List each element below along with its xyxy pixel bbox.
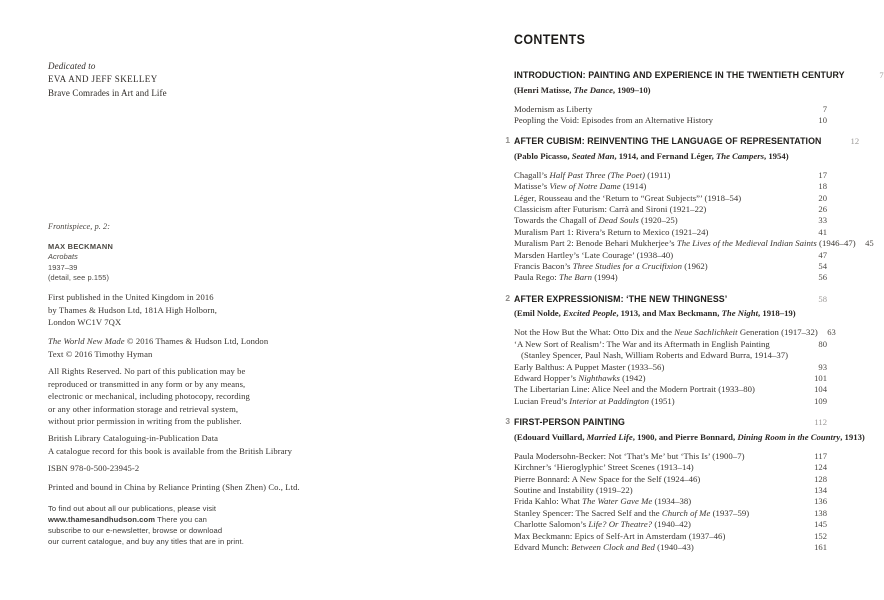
toc-entry-page: 152 xyxy=(814,530,827,541)
text-segment: Marsden Hartley’s ‘Late Courage’ (1938–40) xyxy=(514,249,674,260)
caption-detail: (detail, see p.155) xyxy=(48,273,110,283)
toc-entry-title xyxy=(514,272,618,283)
toc-section-subtitle xyxy=(514,151,827,162)
text-segment: (Pablo Picasso, xyxy=(514,150,572,161)
toc-entry-page: 33 xyxy=(818,215,827,226)
toc-entries xyxy=(514,451,827,554)
text-segment: (Emil Nolde, xyxy=(514,308,563,319)
text-segment: There you can xyxy=(155,515,207,524)
text-segment: Neue Sachlichkeit xyxy=(674,327,738,338)
text-segment: Frida Kahlo: What xyxy=(514,496,583,507)
rights-block xyxy=(48,365,250,428)
text-segment: , 1913, and Max Beckmann, xyxy=(616,308,722,319)
toc-entry xyxy=(514,508,827,519)
copyright-line xyxy=(48,335,268,348)
toc-entry xyxy=(514,215,827,226)
text-segment: The World New Made xyxy=(48,336,125,346)
text-segment: (1940–42) xyxy=(652,519,691,530)
toc-entry-page: 101 xyxy=(814,373,827,383)
text-segment: (1934–38) xyxy=(652,496,692,507)
text-segment: The Barn xyxy=(559,272,592,283)
toc-entry-title xyxy=(514,384,755,395)
text-segment: Paula Rego: xyxy=(514,272,559,283)
toc-entry-page: 136 xyxy=(814,496,827,507)
toc-entry-title xyxy=(514,531,725,542)
toc-entry-page: 80 xyxy=(818,338,827,349)
toc-entry-title xyxy=(514,227,708,238)
text-segment: Muralism Part 2: Benode Behari Mukherjee’s xyxy=(514,238,677,249)
toc-entry xyxy=(514,531,827,542)
text-segment: Léger, Rousseau and the ‘Return to “Great Subjects”’ (1918–54) xyxy=(514,192,742,203)
toc-entry-title xyxy=(514,519,691,530)
text-segment: Muralism Part 1: Rivera’s Return to Mexico (1921–24) xyxy=(514,226,709,237)
text-segment: (1962) xyxy=(682,261,708,272)
text-segment: , 1954) xyxy=(763,150,789,161)
toc-entry xyxy=(514,462,827,473)
toc-entry-page: 41 xyxy=(818,226,827,237)
text-segment: (1940–43) xyxy=(654,541,694,552)
text-segment: Frontispiece, p. 2: xyxy=(48,222,111,231)
text-segment: Edvard Munch: xyxy=(514,541,572,552)
toc-section-page: 112 xyxy=(814,417,827,428)
toc-section-title: AFTER EXPRESSIONISM: ‘THE NEW THINGNESS’ xyxy=(514,292,728,304)
text-segment: Dedicated to xyxy=(48,61,96,71)
text-segment: Seated Man xyxy=(571,150,615,161)
text-segment: (1994) xyxy=(591,272,618,283)
toc-entry xyxy=(514,496,827,507)
toc-entries xyxy=(514,327,836,407)
text-segment: Edward Hopper’s xyxy=(514,373,579,383)
text-segment: , 1918–19) xyxy=(758,308,796,319)
toc-entry-page: 63 xyxy=(827,327,836,338)
text-line: British Library Cataloguing-in-Publication Data xyxy=(48,433,219,443)
toc-entry xyxy=(514,339,827,350)
text-segment: Francis Bacon’s xyxy=(514,261,573,272)
toc-section xyxy=(514,69,884,126)
dedication-names xyxy=(48,73,167,86)
text-segment: Paula Modersohn-Becker: Not ‘That’s Me’ but ‘This Is’ (1900–7) xyxy=(514,450,745,461)
visit-line-url xyxy=(48,514,244,525)
frontispiece-caption xyxy=(48,242,113,284)
text-segment: Classicism after Futurism: Carrà and Sironi (1921–22) xyxy=(514,204,707,215)
toc-entry-title xyxy=(514,215,678,226)
toc-entry xyxy=(514,373,827,384)
toc-entry xyxy=(514,204,827,215)
toc-section-page: 12 xyxy=(850,136,860,147)
toc-entry-title xyxy=(514,350,788,361)
toc-entry xyxy=(514,396,827,407)
toc-section-page: 58 xyxy=(818,293,827,304)
text-line: electronic or mechanical, including photocopy, recording xyxy=(48,391,250,402)
toc-entry-page: 128 xyxy=(814,473,827,484)
toc-entry-page: 54 xyxy=(818,261,827,272)
text-segment: The Lives of the Medieval Indian Saints xyxy=(676,238,817,249)
toc-section-title: INTRODUCTION: PAINTING AND EXPERIENCE IN THE TWENTIETH CENTURY xyxy=(514,69,845,80)
toc-entry-title xyxy=(514,181,646,192)
publication-block xyxy=(48,291,217,329)
caption-title: Acrobats xyxy=(48,252,78,262)
toc-section-title: AFTER CUBISM: REINVENTING THE LANGUAGE OF REPRESENTATION xyxy=(514,135,822,147)
toc-entry-title xyxy=(514,542,694,553)
text-segment: (1942) xyxy=(619,373,646,383)
toc-entry-page: 134 xyxy=(814,484,827,495)
text-segment: Lucian Freud’s xyxy=(514,395,570,406)
toc-entry-title xyxy=(514,373,646,384)
toc-section-title: FIRST-PERSON PAINTING xyxy=(514,416,625,428)
visit-line: subscribe to our e-newsletter, browse or download xyxy=(48,526,223,535)
text-segment: , 1913) xyxy=(840,431,865,442)
text-segment: View of Notre Dame xyxy=(549,181,621,192)
toc-entry xyxy=(514,250,827,261)
toc-section-header xyxy=(514,69,884,81)
toc-entry-title xyxy=(514,474,700,485)
right-page xyxy=(505,31,884,562)
toc-entry-title xyxy=(514,339,770,350)
toc-entry-page: 104 xyxy=(814,384,827,395)
toc-entry-page: 18 xyxy=(818,181,827,192)
text-segment: Generation (1917–32) xyxy=(737,327,818,338)
text-segment: Dead Souls xyxy=(598,215,639,226)
toc-entry-page: 10 xyxy=(818,114,827,125)
text-segment: (1911) xyxy=(645,169,671,180)
toc-entry xyxy=(514,238,874,249)
text-segment: Brave Comrades in Art and Life xyxy=(48,87,167,98)
toc-entry-page: 20 xyxy=(818,192,827,203)
toc-section xyxy=(505,416,865,553)
caption-artist: MAX BECKMANN xyxy=(48,242,114,251)
text-line: First published in the United Kingdom in 2016 xyxy=(48,292,214,302)
toc-section-page: 7 xyxy=(879,70,884,80)
toc-entry xyxy=(514,261,827,272)
text-line: All Rights Reserved. No part of this publication may be xyxy=(48,366,246,376)
toc-entry-page: 26 xyxy=(818,204,827,215)
toc-entry xyxy=(514,451,827,462)
text-segment: Stanley Spencer: The Sacred Self and the xyxy=(514,507,662,518)
table-of-contents xyxy=(505,69,884,553)
toc-entry-page: 47 xyxy=(818,249,827,260)
toc-entry-title xyxy=(514,508,749,519)
toc-entry-page: 145 xyxy=(814,519,827,530)
toc-entry xyxy=(514,519,827,530)
text-segment: The Water Gave Me xyxy=(582,496,653,507)
text-segment: Max Beckmann: Epics of Self-Art in Amsterdam (1937–46) xyxy=(514,530,726,541)
toc-entry-title xyxy=(514,204,706,215)
toc-entry xyxy=(514,327,836,338)
toc-entries xyxy=(514,104,827,127)
text-segment: (Edouard Vuillard, xyxy=(514,431,587,442)
toc-section-subtitle xyxy=(514,85,827,96)
text-segment: (1920–25) xyxy=(638,215,678,226)
text-segment: (1946–47) xyxy=(816,238,856,249)
caption-date: 1937–39 xyxy=(48,262,78,272)
toc-section-number: 2 xyxy=(505,292,510,303)
toc-entry-title xyxy=(514,327,818,338)
copyright-block xyxy=(48,335,268,360)
text-segment: Not the How But the What: Otto Dix and the xyxy=(514,327,675,338)
visit-line: To find out about all our publications, please visit xyxy=(48,504,217,513)
toc-entry-title xyxy=(514,115,713,126)
text-segment: Matisse’s xyxy=(514,181,550,192)
toc-section-subtitle xyxy=(514,431,865,443)
toc-entry-title xyxy=(514,193,741,204)
toc-entry-page: 56 xyxy=(818,272,827,283)
text-segment: Soutine and Instability (1919–22) xyxy=(514,484,633,495)
text-segment: Excited People xyxy=(563,308,617,319)
toc-entry-title xyxy=(514,362,664,373)
toc-entry-page: 45 xyxy=(865,238,874,249)
text-segment: (1914) xyxy=(620,181,647,192)
toc-section-number: 3 xyxy=(505,416,510,427)
text-segment: , 1914, and Fernand Léger, xyxy=(614,150,716,161)
text-segment: Chagall’s xyxy=(514,169,550,180)
toc-entry-page: 17 xyxy=(818,169,827,180)
toc-entry-title xyxy=(514,250,673,261)
toc-entry xyxy=(514,115,827,126)
text-segment: Kirchner’s ‘Hieroglyphic’ Street Scenes (1913–14) xyxy=(514,462,694,473)
text-segment: Nighthawks xyxy=(578,373,620,383)
toc-entry xyxy=(514,542,827,553)
text-line: reproduced or transmitted in any form or by any means, xyxy=(48,378,246,389)
isbn-line: ISBN 978-0-500-23945-2 xyxy=(48,463,140,473)
toc-entry xyxy=(514,362,827,373)
toc-entry-title xyxy=(514,170,670,181)
toc-entry-page: 93 xyxy=(818,361,827,372)
text-segment: (1937–59) xyxy=(710,507,750,518)
text-segment: The Libertarian Line: Alice Neel and the Modern Portrait (1933–80) xyxy=(514,384,755,395)
frontispiece-note xyxy=(48,221,110,234)
toc-entry-title xyxy=(514,396,675,407)
toc-section xyxy=(505,292,836,407)
text-segment: The Dance xyxy=(573,84,613,95)
text-segment: (1951) xyxy=(649,395,675,406)
library-block xyxy=(48,432,292,457)
toc-entries xyxy=(514,169,874,284)
toc-entry xyxy=(514,227,827,238)
text-segment: (Henri Matisse, xyxy=(514,84,574,95)
left-page xyxy=(48,0,448,600)
toc-entry xyxy=(514,104,827,115)
text-segment: Interior at Paddington xyxy=(569,395,650,406)
toc-entry-page: 109 xyxy=(814,395,827,406)
toc-entry xyxy=(514,384,827,395)
toc-section-subtitle xyxy=(514,308,827,319)
text-segment: ‘A New Sort of Realism’: The War and its Aftermath in English Painting xyxy=(514,338,770,349)
toc-section-header xyxy=(505,416,827,428)
toc-entry xyxy=(514,474,827,485)
text-line: by Thames & Hudson Ltd, 181A High Holborn, xyxy=(48,304,217,315)
text-segment: , 1900, and Pierre Bonnard, xyxy=(632,431,738,442)
text-segment: Modernism as Liberty xyxy=(514,103,593,114)
toc-entry-page: 124 xyxy=(814,462,827,473)
toc-entry-title xyxy=(514,261,708,272)
text-segment: Married Life xyxy=(586,431,633,442)
text-segment: Charlotte Salomon’s xyxy=(514,519,589,530)
toc-section xyxy=(505,135,874,284)
toc-entry xyxy=(514,350,827,361)
text-segment: Between Clock and Bed xyxy=(571,541,655,552)
text-segment: , 1909–10) xyxy=(612,84,651,95)
toc-entry xyxy=(514,272,827,283)
toc-entry-page: 7 xyxy=(822,103,827,114)
toc-entry xyxy=(514,193,827,204)
text-segment: (Stanley Spencer, Paul Nash, William Roberts and Edward Burra, 1914–37) xyxy=(521,350,789,361)
text-segment: Life? Or Theatre? xyxy=(588,519,653,530)
contents-title: CONTENTS xyxy=(514,32,586,47)
text-segment: The Night xyxy=(721,308,759,319)
dedication-block xyxy=(48,60,167,100)
text-segment: © 2016 Thames & Hudson Ltd, London xyxy=(124,336,269,346)
toc-entry xyxy=(514,170,827,181)
visit-line: our current catalogue, and buy any titles that are in print. xyxy=(48,537,244,546)
toc-section-header xyxy=(505,135,860,147)
text-line: or any other information storage and retrieval system, xyxy=(48,403,239,414)
toc-entry-title xyxy=(514,496,691,507)
text-segment: Church of Me xyxy=(661,507,711,518)
printed-line: Printed and bound in China by Reliance Printing (Shen Zhen) Co., Ltd. xyxy=(48,482,300,492)
toc-section-header xyxy=(505,292,827,305)
publisher-info-block xyxy=(48,503,244,547)
text-segment: Half Past Three (The Poet) xyxy=(549,169,646,180)
toc-entry-title xyxy=(514,238,856,249)
toc-entry-page: 161 xyxy=(814,541,827,552)
text-segment: Pierre Bonnard: A New Space for the Self (1924–46) xyxy=(514,473,701,484)
text-segment: EVA AND JEFF SKELLEY xyxy=(48,74,158,85)
text-segment: The Campers xyxy=(715,150,764,161)
dedication-line xyxy=(48,60,167,73)
text-line: A catalogue record for this book is available from the British Library xyxy=(48,445,292,456)
toc-section-number: 1 xyxy=(505,135,510,146)
toc-entry-page: 138 xyxy=(814,507,827,518)
text-segment: Early Balthus: A Puppet Master (1933–56) xyxy=(514,361,665,372)
toc-entry-title xyxy=(514,104,592,115)
toc-entry-page: 117 xyxy=(814,450,827,461)
text-segment: www.thamesandhudson.com xyxy=(48,515,156,524)
toc-entry-title xyxy=(514,485,633,496)
toc-entry-title xyxy=(514,451,745,462)
copyright-line: Text © 2016 Timothy Hyman xyxy=(48,348,153,359)
text-segment: Peopling the Void: Episodes from an Alternative History xyxy=(514,114,714,125)
text-line: without prior permission in writing from the publisher. xyxy=(48,416,242,427)
dedication-line xyxy=(48,87,167,100)
text-line: London WC1V 7QX xyxy=(48,317,122,328)
text-segment: Towards the Chagall of xyxy=(514,215,599,226)
toc-entry xyxy=(514,485,827,496)
toc-entry-title xyxy=(514,462,694,473)
text-segment: Three Studies for a Crucifixion xyxy=(572,261,683,272)
toc-entry xyxy=(514,181,827,192)
text-segment: Dining Room in the Country xyxy=(737,431,841,442)
